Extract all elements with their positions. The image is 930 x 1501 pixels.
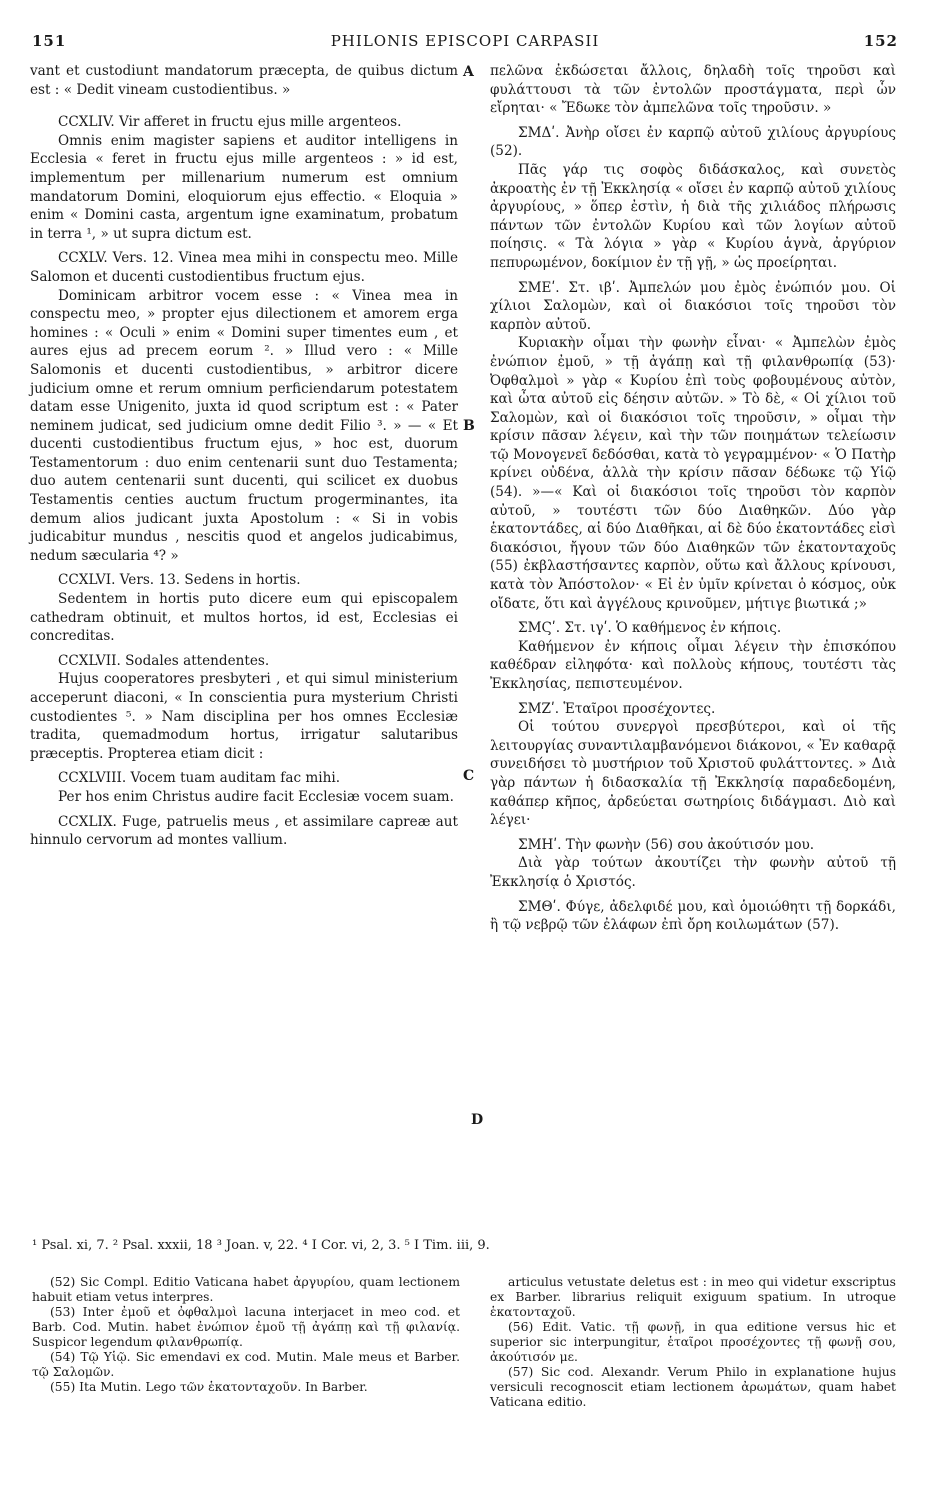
footnotes-left xyxy=(32,1275,460,1395)
page-number-left: 151 xyxy=(32,32,67,50)
paragraph: Per hos enim Christus audire facit Ecclesiæ vocem suam. xyxy=(58,788,454,805)
section-heading: ΣΜΘʹ. Φύγε, ἀδελφιδέ μου, καὶ ὁμοιώθητι τῇ δορκάδι, ἢ τῷ νεβρῷ τῶν ἐλάφων ἐπὶ ὄρη κοιλωμάτων (57). xyxy=(490,898,896,934)
paragraph: Οἱ τούτου συνεργοὶ πρεσβύτεροι, καὶ οἱ τῆς λειτουργίας συναντιλαμβανόμενοι διάκονοι, « Ἐν καθαρᾷ συνειδήσει τὸ μυστήριον τοῦ Χριστοῦ φυλάττοντες. » Διὰ γὰρ πάντων ἡ διδασκαλία τῇ Ἐκκλησίᾳ παραδεδομένη, καθάπερ κῆπος, ἀρδεύεται σωτηρίοις διδάγμασι. Διὸ καὶ λέγει· xyxy=(490,719,896,829)
paragraph: Πᾶς γάρ τις σοφὸς διδάσκαλος, καὶ συνετὸς ἀκροατὴς ἐν τῇ Ἐκκλησίᾳ « οἴσει ἐν καρπῷ αὐτοῦ χιλίους ἀργυρίους, » ὅπερ ἐστὶν, ἡ διὰ τῆς χιλιάδος πλήρωσις πάντων τῶν ἐντολῶν Κυρίου καὶ τῶν λογίων αὐτοῦ ποίησις. « Τὰ λόγια » γὰρ « Κυρίου ἁγνὰ, ἀργύριον πεπυρωμένον, δοκίμιον ἐν τῇ γῇ, » ὡς προείρηται. xyxy=(490,161,896,271)
latin-column xyxy=(30,62,458,850)
paragraph: Sedentem in hortis puto dicere eum qui episcopalem cathedram obtinuit, et multos hortos, id est, Ecclesias ei concreditas. xyxy=(30,591,458,645)
page-header xyxy=(32,32,898,54)
section-heading: CCXLVIII. Vocem tuam auditam fac mihi. xyxy=(58,770,341,787)
section-heading: CCXLIV. Vir afferet in fructu ejus mille argenteos. xyxy=(58,114,402,131)
section-heading: CCXLV. Vers. 12. Vinea mea mihi in conspectu meo. Mille Salomon et ducenti custodientibus fructum ejus. xyxy=(30,250,458,285)
footnote: (55) Ita Mutin. Lego τῶν ἑκατονταχοῦν. In Barber. xyxy=(50,1380,368,1394)
section-heading: ΣΜΔʹ. Ἀνὴρ οἴσει ἐν καρπῷ αὐτοῦ χιλίους ἀργυρίους (52). xyxy=(490,124,896,160)
section-heading: ΣΜΖʹ. Ἑταῖροι προσέχοντες. xyxy=(518,700,716,717)
section-heading: ΣΜϚʹ. Στ. ιγʹ. Ὁ καθήμενος ἐν κήποις. xyxy=(518,620,782,637)
section-heading: ΣΜΕʹ. Στ. ιβʹ. Ἀμπελών μου ἐμὸς ἐνώπιόν μου. Οἱ χίλιοι Σαλομὼν, καὶ οἱ διακόσιοι τοῖς τηροῦσι τὸν καρπὸν αὐτοῦ. xyxy=(490,279,896,333)
section-heading: CCXLIX. Fuge, patruelis meus , et assimilare capreæ aut hinnulo cervorum ad montes vallium. xyxy=(30,813,458,849)
paragraph: Διὰ γὰρ τούτων ἀκουτίζει τὴν φωνὴν αὐτοῦ τῇ Ἐκκλησίᾳ ὁ Χριστός. xyxy=(490,855,896,890)
paragraph: Omnis enim magister sapiens et auditor intelligens in Ecclesia « feret in fructu ejus mille argenteos : » id est, implementum per millenarium numerum est omnium mandatorum Domini, eloquiorum ejus effectio. « Eloquia » enim « Domini casta, argentum igne examinatum, probatum in terra ¹, » ut supra dictum est. xyxy=(30,132,458,242)
greek-column xyxy=(490,62,896,935)
paragraph: Hujus cooperatores presbyteri , et qui simul ministerium acceperunt diaconi, « In conscientia pura mysterium Christi custodientes ⁵. » Nam disciplina per hos omnes Ecclesiæ tradita, quemadmodum hortus, irrigatur salutaribus præceptis. Propterea etiam dicit : xyxy=(30,671,458,762)
section-heading: CCXLVII. Sodales attendentes. xyxy=(58,652,270,669)
footnote: (56) Edit. Vatic. τῇ φωνῇ, in qua editione versus hic et superior sic interpungitur, ἑταῖροι προσέχοντες τῇ φωνῇ σου, ἀκούτισόν με. xyxy=(490,1320,896,1364)
section-heading: CCXLVI. Vers. 13. Sedens in hortis. xyxy=(58,572,301,589)
paragraph: Dominicam arbitror vocem esse : « Vinea mea in conspectu meo, » propter ejus dilectionem et amorem erga homines : « Oculi » enim « Domini super timentes eum , et aures ejus ad precem eorum ². » Illud vero : « Mille Salomonis et ducenti custodientibus, » arbitror dicere judicium omne et rerum omnium perficiendarum potestatem datam esse Unigenito, juxta id quod scriptum est : « Pater neminem judicat, sed judicium omne dedit Filio ³. » — « Et ducenti custodientibus fructum ejus, » hoc est, duorum Testamentorum : duo enim centenarii sunt duo Testamenta; duo autem centenarii sunt ducenti, qui scilicet ex duobus Testamentis centies auctum fructum progerminantes, ita demum alios judicant juxta Apostolum : « Si in vobis judicabitur mundus , nescitis quod et angelos judicabimus, nedum sæcularia ⁴? » xyxy=(30,287,458,564)
paragraph: vant et custodiunt mandatorum præcepta, de quibus dictum est : « Dedit vineam custodientibus. » xyxy=(30,63,458,98)
margin-letter-b: B xyxy=(463,418,475,434)
page-number-right: 152 xyxy=(863,32,898,50)
margin-letter-a: A xyxy=(463,64,474,80)
margin-letter-d: D xyxy=(471,1112,484,1128)
footnote: (53) Inter ἐμοῦ et ὀφθαλμοὶ lacuna interjacet in meo cod. et Barb. Cod. Mutin. habet ἐνώπιον ἐμοῦ τῇ ἀγάπῃ καὶ τῇ φιλανίᾳ. Suspicor legendum φιλανθρωπίᾳ. xyxy=(32,1305,460,1349)
footnotes-right xyxy=(490,1275,896,1410)
margin-letter-c: C xyxy=(463,768,475,784)
running-title: PHILONIS EPISCOPI CARPASII xyxy=(330,32,600,50)
paragraph: πελῶνα ἐκδώσεται ἄλλοις, δηλαδὴ τοῖς τηροῦσι καὶ φυλάττουσι τὰ τῶν ἐντολῶν προστάγματα, περὶ ὧν εἴρηται· « Ἔδωκε τὸν ἀμπελῶνα τοῖς τηροῦσιν. » xyxy=(490,63,896,117)
footnote: (57) Sic cod. Alexandr. Verum Philo in explanatione hujus versiculi recognoscit etiam lectionem ἀρωμάτων, quam habet Vaticana editio. xyxy=(490,1365,896,1409)
footnote: articulus vetustate deletus est : in meo qui videtur exscriptus ex Barber. librarius reliquit exiguum spatium. In utroque ἑκατονταχοῦ. xyxy=(490,1275,896,1319)
footnote: (52) Sic Compl. Editio Vaticana habet ἀργυρίου, quam lectionem habuit etiam vetus interpres. xyxy=(32,1275,460,1304)
paragraph: Καθήμενον ἐν κήποις οἶμαι λέγειν τὴν ἐπισκόπου καθέδραν εἰληφότα· καὶ πολλοὺς κήπους, τουτέστι τὰς Ἐκκλησίας, πεπιστευμένον. xyxy=(490,638,896,692)
paragraph: Κυριακὴν οἶμαι τὴν φωνὴν εἶναι· « Ἀμπελὼν ἐμὸς ἐνώπιον ἐμοῦ, » τῇ ἀγάπῃ καὶ τῇ φιλανθρωπίᾳ (53)· Ὀφθαλμοὶ » γὰρ « Κυρίου ἐπὶ τοὺς φοβουμένους αὐτὸν, καὶ ὦτα αὐτοῦ εἰς δέησιν αὐτῶν. » Τὸ δὲ, « Οἱ χίλιοι τοῦ Σαλομὼν, καὶ οἱ διακόσιοι τοῖς τηροῦσιν, » οἶμαι τὴν κρίσιν πᾶσαν λέγειν, καὶ τὴν τῶν ποιημάτων τελείωσιν τῷ Μονογενεῖ δεδόσθαι, κατὰ τὸ γεγραμμένον· « Ὁ Πατὴρ κρίνει οὐδένα, ἀλλὰ τὴν κρίσιν πᾶσαν δέδωκε τῷ Υἱῷ (54). »—« Καὶ οἱ διακόσιοι τοῖς τηροῦσι τὸν καρπὸν αὐτοῦ, » τουτέστι τῶν δύο Διαθηκῶν. Δύο γὰρ ἑκατοντάδες, αἱ δύο Διαθῆκαι, αἱ δὲ δύο ἑκατοντάδες εἰσὶ διακόσιοι, ἤγουν τῶν δύο Διαθηκῶν τῶν ἑκατονταχοῦς (55) ἐκβλαστήσαντες καρπὸν, οὕτω καὶ ἄλλους κρίνουσι, κατὰ τὸν Ἀπόστολον· « Εἰ ἐν ὑμῖν κρίνεται ὁ κόσμος, οὐκ οἴδατε, ὅτι καὶ ἀγγέλους κρινοῦμεν, μήτιγε βιωτικά ;» xyxy=(490,335,896,612)
scripture-references: ¹ Psal. xi, 7. ² Psal. xxxii, 18 ³ Joan. v, 22. ⁴ I Cor. vi, 2, 3. ⁵ I Tim. iii, 9. xyxy=(32,1238,490,1253)
section-heading: ΣΜΗʹ. Τὴν φωνὴν (56) σου ἀκούτισόν μου. xyxy=(518,836,815,853)
footnote: (54) Τῷ Υἱῷ. Sic emendavi ex cod. Mutin. Male meus et Barber. τῷ Σαλομῶν. xyxy=(32,1350,460,1379)
